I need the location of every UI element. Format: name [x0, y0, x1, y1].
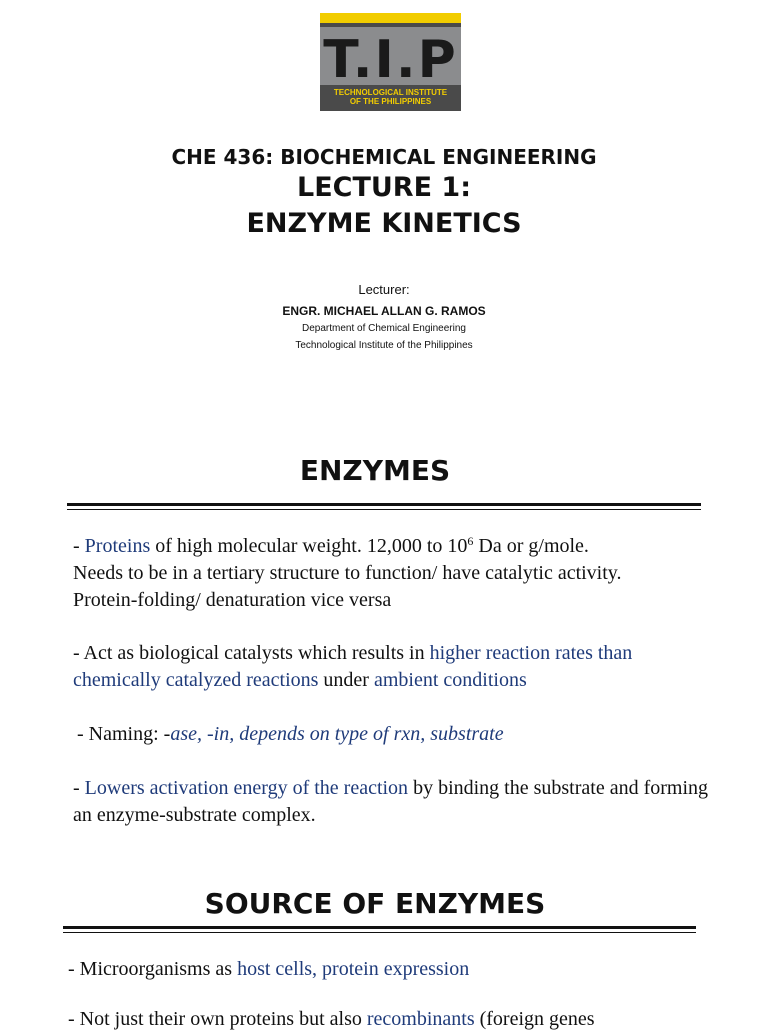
text-segment: of high molecular weight. 12,000 to 10 — [150, 535, 468, 557]
lecturer-label: Lecturer: — [358, 282, 410, 297]
section-heading-source: SOURCE OF ENZYMES — [204, 887, 546, 920]
text-segment: - Not just their own proteins but also — [68, 1008, 367, 1030]
section-divider — [67, 503, 701, 510]
bullet-dash: - — [73, 535, 85, 557]
paragraph-catalysts — [73, 640, 713, 694]
lecturer-name: ENGR. MICHAEL ALLAN G. RAMOS — [282, 304, 486, 318]
course-title: CHE 436: BIOCHEMICAL ENGINEERING — [171, 145, 597, 169]
logo-letters: T.I.P — [323, 30, 458, 90]
logo-subtitle — [324, 88, 457, 106]
superscript: 6 — [467, 534, 474, 548]
paragraph-microorganisms — [68, 956, 708, 983]
paragraph-proteins — [73, 533, 713, 614]
text-segment: - Act as biological catalysts which results in — [73, 642, 430, 664]
section-heading-enzymes: ENZYMES — [299, 454, 451, 487]
lecture-number: LECTURE 1: — [296, 172, 472, 203]
text-segment: Da or g/mole. — [473, 535, 589, 557]
lecturer-institution: Technological Institute of the Philippines — [295, 340, 473, 351]
highlight-recombinants: recombinants — [366, 1008, 475, 1030]
section-divider — [63, 926, 696, 933]
text-segment: (foreign genes — [474, 1008, 595, 1030]
text-line: Protein-folding/ denaturation vice versa — [73, 589, 392, 611]
logo-yellow-bar — [320, 13, 461, 23]
paragraph-recombinants — [68, 1006, 768, 1033]
lecturer-department: Department of Chemical Engineering — [302, 323, 466, 334]
tip-logo — [320, 13, 461, 111]
logo-subtitle-line1: TECHNOLOGICAL INSTITUTE — [333, 88, 448, 97]
highlight-ambient: ambient conditions — [373, 669, 527, 691]
paragraph-naming — [77, 721, 717, 748]
highlight-naming: ase, -in, depends on type of rxn, substrate — [170, 723, 504, 745]
logo-subtitle-line2: OF THE PHILIPPINES — [349, 97, 432, 106]
text-segment: under — [318, 669, 374, 691]
logo-letters-panel — [320, 27, 461, 90]
highlight-host-cells: host cells, protein expression — [237, 958, 470, 980]
bullet-dash: - — [73, 777, 85, 799]
highlight-activation-energy: Lowers activation energy of the reaction — [84, 777, 409, 799]
lecture-topic: ENZYME KINETICS — [246, 208, 522, 239]
paragraph-activation-energy — [73, 775, 713, 829]
highlight-reaction-rates: higher reaction rates than chemically catalyzed reactions — [73, 642, 633, 691]
text-segment: - Naming: - — [77, 723, 171, 745]
highlight-proteins: Proteins — [84, 535, 151, 557]
text-segment: by binding the substrate and forming an enzyme-substrate complex. — [73, 777, 709, 826]
text-segment: - Microorganisms as — [68, 958, 238, 980]
text-line: Needs to be in a tertiary structure to function/ have catalytic activity. — [73, 562, 622, 584]
